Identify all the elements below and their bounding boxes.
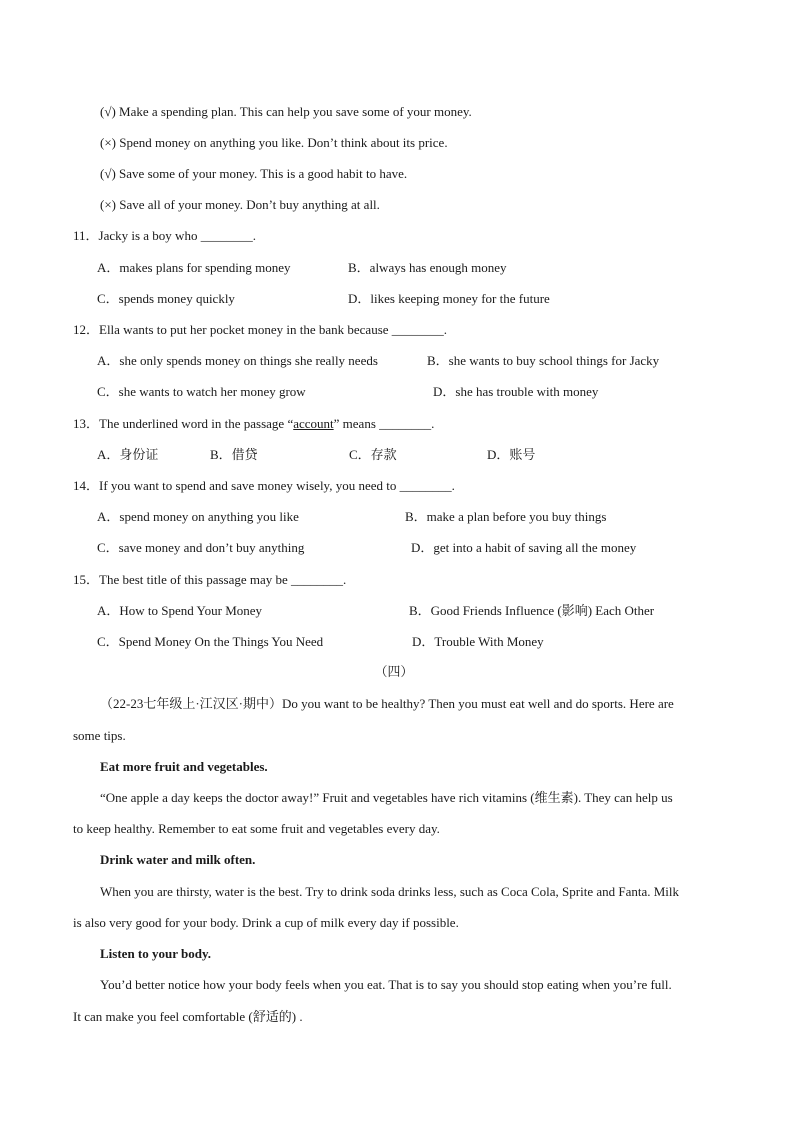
question-14-option-a: A．spend money on anything you like bbox=[97, 509, 299, 524]
tip-heading-3: Listen to your body. bbox=[100, 946, 212, 961]
question-13-stem-pre: 13．The underlined word in the passage “ bbox=[73, 416, 294, 431]
question-12-option-a: A．she only spends money on things she really needs bbox=[97, 353, 378, 368]
question-14-option-d: D．get into a habit of saving all the money bbox=[411, 540, 637, 555]
section-heading: （四） bbox=[374, 664, 414, 679]
question-15-stem: 15．The best title of this passage may be ________. bbox=[73, 572, 347, 587]
passage-intro: （22-23七年级上·江汉区·期中）Do you want to be healthy? Then you must eat well and do sports. Here are bbox=[100, 696, 674, 711]
question-11-option-b: B．always has enough money bbox=[348, 260, 507, 275]
question-13-option-b: B．借贷 bbox=[210, 447, 258, 462]
question-14-stem: 14．If you want to spend and save money wisely, you need to ________. bbox=[73, 478, 455, 493]
question-11-option-a: A．makes plans for spending money bbox=[97, 260, 291, 275]
tip-paragraph-3: You’d better notice how your body feels when you eat. That is to say you should stop eating when you’re full. bbox=[100, 977, 672, 992]
tip-heading-2: Drink water and milk often. bbox=[100, 852, 256, 867]
tip-heading-1: Eat more fruit and vegetables. bbox=[100, 759, 268, 774]
question-13-option-a: A．身份证 bbox=[97, 447, 159, 462]
question-12-option-c: C．she wants to watch her money grow bbox=[97, 384, 306, 399]
question-15-option-b: B．Good Friends Influence (影响) Each Other bbox=[409, 603, 655, 618]
question-12-option-d: D．she has trouble with money bbox=[433, 384, 599, 399]
question-14-option-b: B．make a plan before you buy things bbox=[405, 509, 607, 524]
question-13-option-c: C．存款 bbox=[349, 447, 397, 462]
tip-paragraph-2: When you are thirsty, water is the best. Try to drink soda drinks less, such as Coca Cola, Sprite and Fanta. Milk bbox=[100, 884, 680, 899]
check-item: (×) Save all of your money. Don’t buy anything at all. bbox=[100, 197, 380, 212]
tip-paragraph-1-cont: to keep healthy. Remember to eat some fruit and vegetables every day. bbox=[73, 821, 440, 836]
question-15-option-d: D．Trouble With Money bbox=[412, 634, 544, 649]
question-12-stem: 12．Ella wants to put her pocket money in the bank because ________. bbox=[73, 322, 448, 337]
underlined-word: account bbox=[293, 416, 334, 431]
tip-paragraph-1: “One apple a day keeps the doctor away!” Fruit and vegetables have rich vitamins (维生素). They can help us bbox=[100, 790, 673, 805]
question-11-option-d: D．likes keeping money for the future bbox=[348, 291, 550, 306]
question-15-option-c: C．Spend Money On the Things You Need bbox=[97, 634, 324, 649]
question-12-option-b: B．she wants to buy school things for Jacky bbox=[427, 353, 660, 368]
question-11-stem: 11．Jacky is a boy who ________. bbox=[73, 228, 256, 243]
tip-paragraph-3-cont: It can make you feel comfortable (舒适的) . bbox=[73, 1009, 303, 1024]
question-13-stem-post: ” means ________. bbox=[333, 416, 435, 431]
check-item: (√) Make a spending plan. This can help you save some of your money. bbox=[100, 104, 472, 119]
question-13-stem bbox=[73, 415, 434, 433]
question-15-option-a: A．How to Spend Your Money bbox=[97, 603, 263, 618]
check-item: (√) Save some of your money. This is a good habit to have. bbox=[100, 166, 408, 181]
question-14-option-c: C．save money and don’t buy anything bbox=[97, 540, 305, 555]
check-item: (×) Spend money on anything you like. Don’t think about its price. bbox=[100, 135, 448, 150]
passage-intro-cont: some tips. bbox=[73, 728, 126, 743]
question-11-option-c: C．spends money quickly bbox=[97, 291, 235, 306]
tip-paragraph-2-cont: is also very good for your body. Drink a cup of milk every day if possible. bbox=[73, 915, 459, 930]
question-13-option-d: D．账号 bbox=[487, 447, 536, 462]
